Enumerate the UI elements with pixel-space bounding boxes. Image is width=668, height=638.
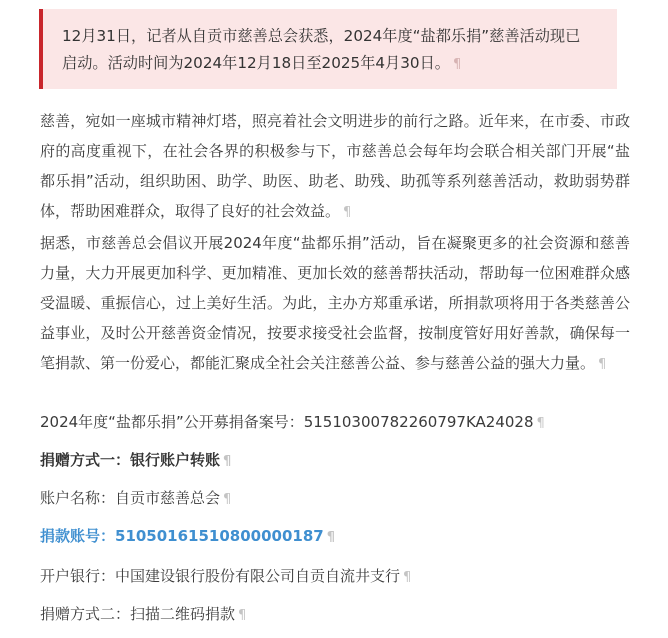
paragraph-initiative-text: 据悉，市慈善总会倡议开展2024年度“盐都乐捐”活动，旨在凝聚更多的社会资源和慈善力量，大力开展更加科学、更加精准、更加长效的慈善帮扶活动，帮助每一位困难群众感受温暖、重振信心，过上美好生活。为此，主办方郑重承诺，所捐款项将用于各类慈善公益事业，及时公开慈善资金情况，按要求接受社会监督，按制度管好用好善款，确保每一笔捐款、第一份爱心，都能汇聚成全社会关注慈善公益、参与慈善公益的强大力量。 — [40, 234, 630, 372]
paragraph-mark-icon: ¶ — [598, 357, 607, 372]
bank-text: 开户银行：中国建设银行股份有限公司自贡自流井支行 — [40, 567, 401, 585]
account-number-text: 捐款账号：51050161510800000187 — [40, 527, 324, 545]
donation-method-2-text: 捐赠方式二：扫描二维码捐款 — [40, 605, 236, 623]
paragraph-mark-icon: ¶ — [403, 570, 412, 585]
paragraph-initiative — [40, 228, 630, 380]
donation-method-1-heading — [40, 449, 640, 473]
account-number-line — [40, 525, 640, 549]
record-number-text: 2024年度“盐都乐捐”公开募捐备案号：51510300782260797KA24028 — [40, 413, 534, 431]
account-name-line — [40, 487, 640, 511]
record-number-line — [40, 411, 640, 435]
paragraph-intro — [40, 106, 630, 228]
paragraph-mark-icon: ¶ — [452, 57, 462, 72]
bank-line — [40, 565, 640, 589]
paragraph-intro-text: 慈善，宛如一座城市精神灯塔，照亮着社会文明进步的前行之路。近年来，在市委、市政府的高度重视下，在社会各界的积极参与下，市慈善总会每年均会联合相关部门开展“盐都乐捐”活动，组织助困、助学、助医、助老、助残、助孤等系列慈善活动，救助弱势群体，帮助困难群众，取得了良好的社会效益。 — [40, 112, 630, 220]
paragraph-mark-icon: ¶ — [238, 608, 247, 623]
paragraph-mark-icon: ¶ — [223, 454, 232, 469]
account-name-text: 账户名称：自贡市慈善总会 — [40, 489, 221, 507]
paragraph-mark-icon: ¶ — [343, 205, 352, 220]
donation-method-2-line — [40, 603, 640, 627]
paragraph-mark-icon: ¶ — [326, 530, 336, 545]
paragraph-mark-icon: ¶ — [223, 492, 232, 507]
lead-callout — [39, 9, 617, 89]
donation-method-1-text: 捐赠方式一：银行账户转账 — [40, 451, 221, 469]
lead-text: 12月31日，记者从自贡市慈善总会获悉，2024年度“盐都乐捐”慈善活动现已启动。活动时间为2024年12月18日至2025年4月30日。 — [62, 27, 581, 72]
paragraph-mark-icon: ¶ — [536, 416, 545, 431]
